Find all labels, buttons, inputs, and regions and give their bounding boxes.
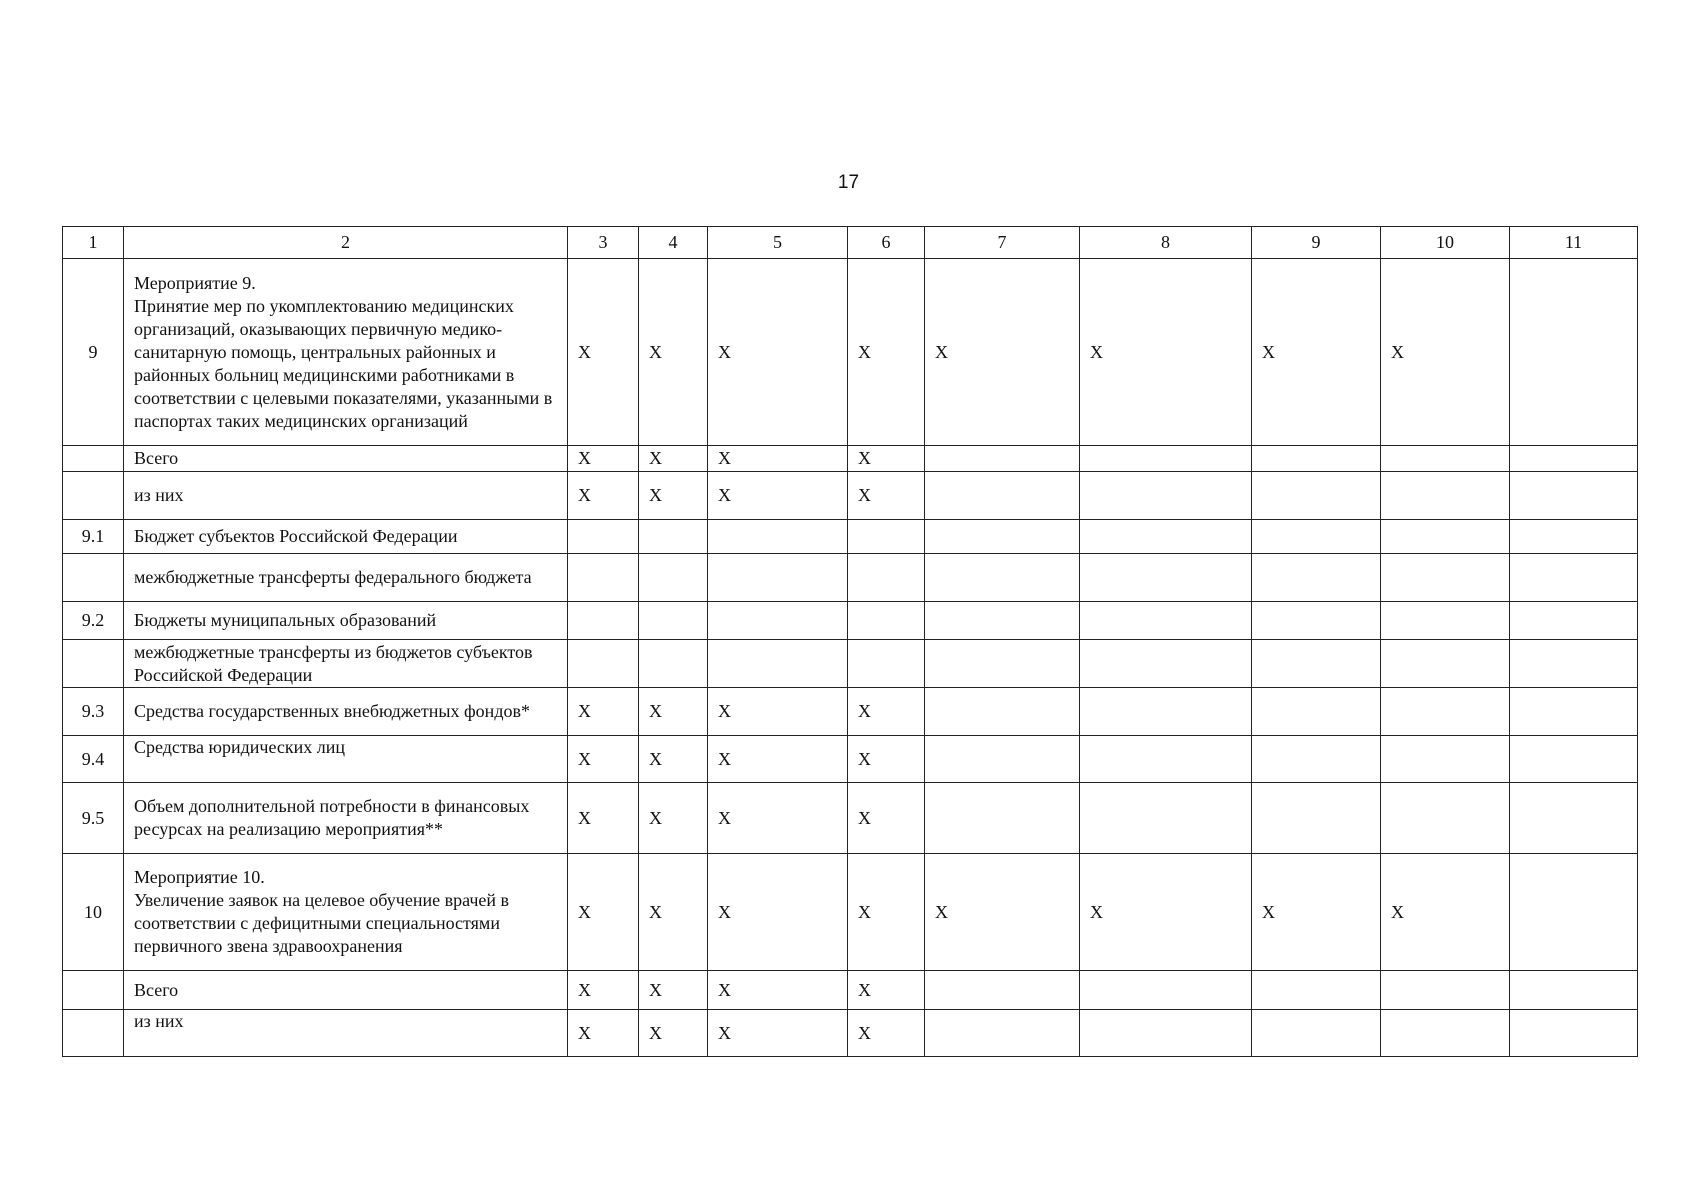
value-cell: X: [848, 259, 925, 446]
value-cell: X: [848, 783, 925, 854]
row-description-cell: Бюджет субъектов Российской Федерации: [124, 520, 568, 554]
value-cell: X: [848, 854, 925, 971]
value-cell: X: [708, 736, 848, 783]
value-cell: X: [925, 854, 1080, 971]
table-row: [63, 971, 1638, 1010]
value-cell: X: [639, 1010, 708, 1057]
page-number: 17: [837, 172, 860, 193]
value-cell: [1510, 602, 1638, 640]
value-cell: X: [639, 736, 708, 783]
value-cell: [1510, 446, 1638, 472]
row-number-cell: 9.1: [63, 520, 124, 554]
value-cell: [1381, 783, 1510, 854]
value-cell: [1080, 520, 1252, 554]
row-number-cell: 9.4: [63, 736, 124, 783]
row-number-cell: [63, 554, 124, 602]
value-cell: X: [708, 688, 848, 736]
value-cell: [568, 640, 639, 688]
header-cell: 7: [925, 227, 1080, 259]
value-cell: [925, 783, 1080, 854]
value-cell: [1510, 640, 1638, 688]
value-cell: X: [848, 472, 925, 520]
value-cell: X: [1381, 854, 1510, 971]
value-cell: [1510, 520, 1638, 554]
value-cell: [1381, 736, 1510, 783]
value-cell: [1252, 1010, 1381, 1057]
row-description-cell: Средства юридических лиц: [124, 736, 568, 783]
value-cell: [1381, 446, 1510, 472]
value-cell: X: [708, 446, 848, 472]
value-cell: [1510, 554, 1638, 602]
value-cell: X: [568, 259, 639, 446]
value-cell: [1510, 736, 1638, 783]
value-cell: X: [1080, 854, 1252, 971]
table-row: [63, 1010, 1638, 1057]
value-cell: [925, 640, 1080, 688]
value-cell: [1252, 736, 1381, 783]
value-cell: [1252, 688, 1381, 736]
table-row: [63, 554, 1638, 602]
value-cell: X: [708, 971, 848, 1010]
value-cell: [568, 602, 639, 640]
value-cell: [925, 602, 1080, 640]
value-cell: [1252, 602, 1381, 640]
value-cell: X: [639, 688, 708, 736]
row-description-cell: из них: [124, 472, 568, 520]
value-cell: [1080, 1010, 1252, 1057]
value-cell: [708, 640, 848, 688]
value-cell: [925, 688, 1080, 736]
value-cell: [1080, 688, 1252, 736]
value-cell: [925, 472, 1080, 520]
value-cell: [1080, 783, 1252, 854]
budget-table: [62, 226, 1638, 1057]
value-cell: [925, 446, 1080, 472]
table-row: [63, 783, 1638, 854]
value-cell: [1381, 1010, 1510, 1057]
row-number-cell: 9.2: [63, 602, 124, 640]
table-row: [63, 520, 1638, 554]
value-cell: [925, 520, 1080, 554]
row-number-cell: [63, 640, 124, 688]
value-cell: [1252, 472, 1381, 520]
value-cell: [1080, 971, 1252, 1010]
value-cell: [1080, 602, 1252, 640]
table-row: [63, 688, 1638, 736]
value-cell: [1510, 783, 1638, 854]
value-cell: [1510, 688, 1638, 736]
row-description-cell: Мероприятие 9. Принятие мер по укомплектованию медицинских организаций, оказывающих первичную медико-санитарную помощь, центральных районных и районных больниц медицинскими работниками в соответствии с целевыми показателями, указанными в паспортах таких медицинских организаций: [124, 259, 568, 446]
value-cell: [1510, 259, 1638, 446]
value-cell: [925, 554, 1080, 602]
value-cell: [1510, 971, 1638, 1010]
value-cell: [639, 520, 708, 554]
table-row: [63, 446, 1638, 472]
value-cell: X: [1080, 259, 1252, 446]
value-cell: [848, 554, 925, 602]
value-cell: [1252, 520, 1381, 554]
value-cell: X: [1252, 854, 1381, 971]
value-cell: [1252, 446, 1381, 472]
row-description-cell: Всего: [124, 446, 568, 472]
value-cell: X: [639, 854, 708, 971]
header-cell: 6: [848, 227, 925, 259]
header-cell: 11: [1510, 227, 1638, 259]
row-number-cell: 9: [63, 259, 124, 446]
value-cell: [1510, 1010, 1638, 1057]
value-cell: X: [848, 736, 925, 783]
value-cell: X: [639, 446, 708, 472]
value-cell: [708, 554, 848, 602]
value-cell: X: [848, 446, 925, 472]
header-cell: 2: [124, 227, 568, 259]
value-cell: [1252, 971, 1381, 1010]
value-cell: [848, 520, 925, 554]
table-row: [63, 854, 1638, 971]
value-cell: [639, 602, 708, 640]
header-cell: 3: [568, 227, 639, 259]
value-cell: X: [639, 472, 708, 520]
value-cell: [1252, 783, 1381, 854]
value-cell: [1381, 640, 1510, 688]
value-cell: [568, 554, 639, 602]
value-cell: X: [568, 736, 639, 783]
value-cell: X: [639, 259, 708, 446]
value-cell: X: [708, 1010, 848, 1057]
row-description-cell: межбюджетные трансферты из бюджетов субъектов Российской Федерации: [124, 640, 568, 688]
value-cell: [1252, 554, 1381, 602]
value-cell: [1381, 602, 1510, 640]
value-cell: X: [1381, 259, 1510, 446]
table-body: [63, 227, 1638, 1057]
value-cell: [925, 1010, 1080, 1057]
row-number-cell: 9.3: [63, 688, 124, 736]
value-cell: X: [708, 472, 848, 520]
table-row: [63, 640, 1638, 688]
value-cell: X: [708, 259, 848, 446]
value-cell: X: [708, 854, 848, 971]
value-cell: [848, 640, 925, 688]
table-header-row: [63, 227, 1638, 259]
value-cell: X: [1252, 259, 1381, 446]
header-cell: 1: [63, 227, 124, 259]
value-cell: [1381, 520, 1510, 554]
value-cell: X: [568, 1010, 639, 1057]
value-cell: X: [568, 472, 639, 520]
value-cell: [639, 640, 708, 688]
value-cell: [1381, 554, 1510, 602]
row-description-cell: Объем дополнительной потребности в финансовых ресурсах на реализацию мероприятия**: [124, 783, 568, 854]
value-cell: [848, 602, 925, 640]
row-description-cell: межбюджетные трансферты федерального бюджета: [124, 554, 568, 602]
table-row: [63, 602, 1638, 640]
row-description-cell: из них: [124, 1010, 568, 1057]
value-cell: X: [568, 854, 639, 971]
row-description-cell: Бюджеты муниципальных образований: [124, 602, 568, 640]
header-cell: 8: [1080, 227, 1252, 259]
row-number-cell: [63, 446, 124, 472]
value-cell: [1510, 472, 1638, 520]
value-cell: [1080, 640, 1252, 688]
value-cell: [568, 520, 639, 554]
value-cell: X: [568, 971, 639, 1010]
value-cell: X: [568, 688, 639, 736]
header-cell: 9: [1252, 227, 1381, 259]
value-cell: [708, 602, 848, 640]
value-cell: [1381, 472, 1510, 520]
value-cell: [925, 736, 1080, 783]
value-cell: X: [848, 1010, 925, 1057]
row-number-cell: [63, 971, 124, 1010]
header-cell: 5: [708, 227, 848, 259]
table-row: [63, 736, 1638, 783]
table-row: [63, 259, 1638, 446]
row-description-cell: Мероприятие 10. Увеличение заявок на целевое обучение врачей в соответствии с дефицитными специальностями первичного звена здравоохранения: [124, 854, 568, 971]
value-cell: [1080, 472, 1252, 520]
row-number-cell: 9.5: [63, 783, 124, 854]
value-cell: [1252, 640, 1381, 688]
header-cell: 10: [1381, 227, 1510, 259]
value-cell: X: [848, 688, 925, 736]
row-description-cell: Средства государственных внебюджетных фондов*: [124, 688, 568, 736]
value-cell: [1080, 446, 1252, 472]
value-cell: X: [708, 783, 848, 854]
value-cell: X: [639, 971, 708, 1010]
row-description-cell: Всего: [124, 971, 568, 1010]
value-cell: [1381, 688, 1510, 736]
row-number-cell: 10: [63, 854, 124, 971]
header-cell: 4: [639, 227, 708, 259]
row-number-cell: [63, 1010, 124, 1057]
value-cell: [1080, 554, 1252, 602]
value-cell: [639, 554, 708, 602]
value-cell: [708, 520, 848, 554]
row-number-cell: [63, 472, 124, 520]
value-cell: [1381, 971, 1510, 1010]
value-cell: X: [568, 783, 639, 854]
value-cell: X: [639, 783, 708, 854]
value-cell: X: [848, 971, 925, 1010]
value-cell: [1510, 854, 1638, 971]
value-cell: [925, 971, 1080, 1010]
table-row: [63, 472, 1638, 520]
value-cell: X: [925, 259, 1080, 446]
value-cell: X: [568, 446, 639, 472]
value-cell: [1080, 736, 1252, 783]
